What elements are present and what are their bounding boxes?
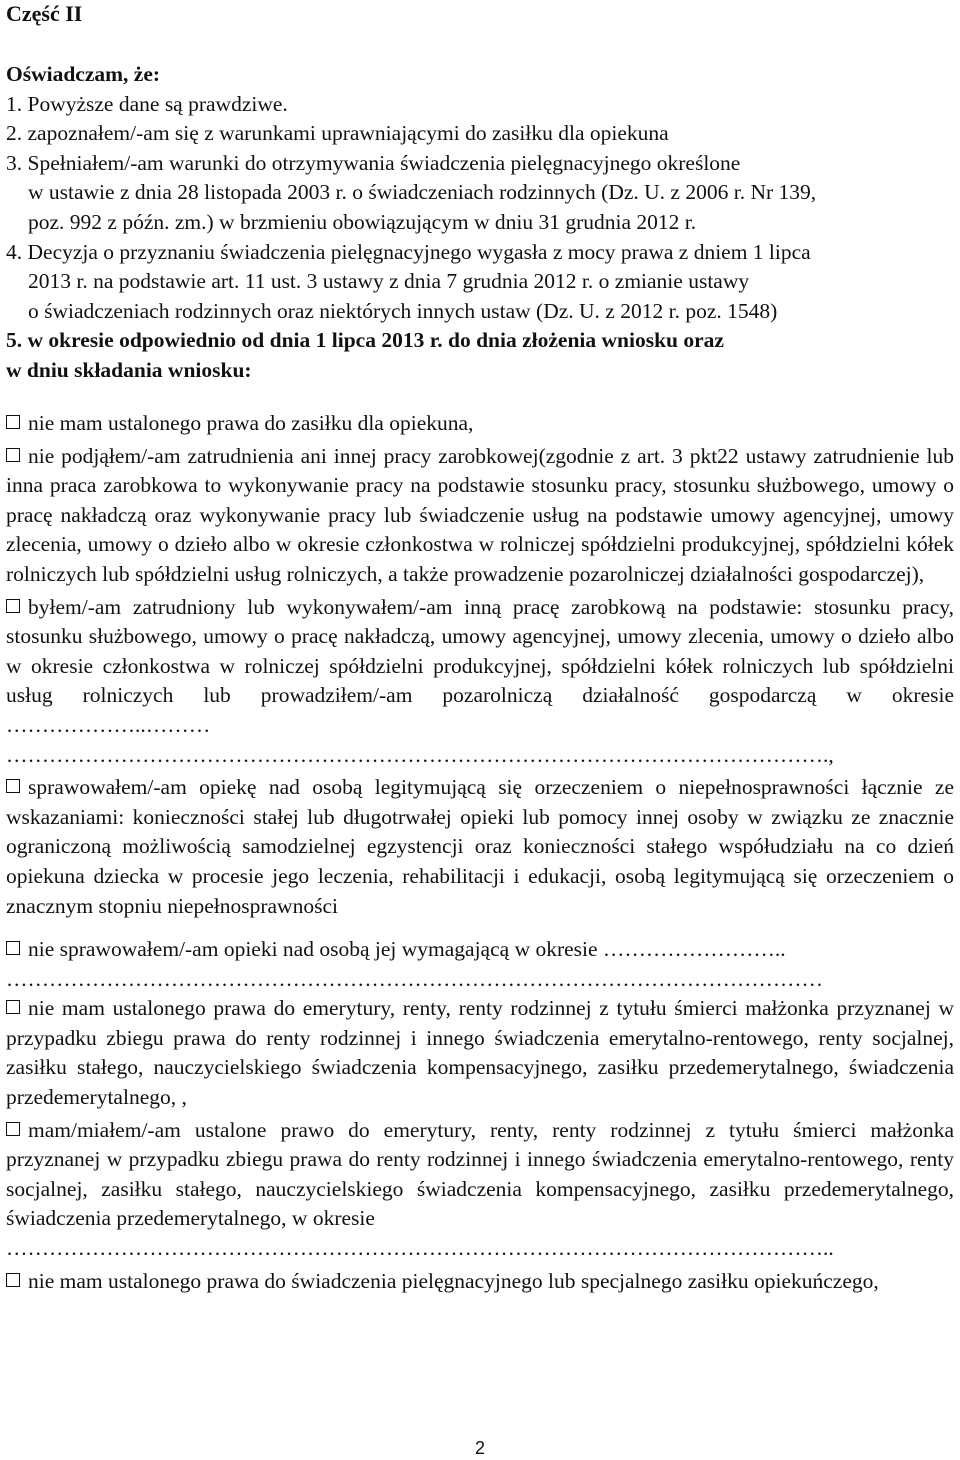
statement-4-line-1: 4. Decyzja o przyznaniu świadczenia pielęgnacyjnego wygasła z mocy prawa z dniem 1 lipca <box>6 239 811 264</box>
option-no-caregiver-allowance: nie mam ustalonego prawa do zasiłku dla opiekuna, <box>6 409 954 439</box>
option-had-pension-right: mam/miałem/-am ustalone prawo do emerytury, renty, renty rodzinnej z tytułu śmierci małżonka przyznanej w przypadku zbiegu prawa do renty rodzinnej i innego świadczenia emerytalno-rentowego, renty socjalnej, zasiłku stałego, nauczycielskiego świadczenia kompensacyjnego, zasiłku przedemerytalnego, świadczenia przedemerytalnego, w okresie <box>6 1117 954 1231</box>
option-no-employment: nie podjąłem/-am zatrudnienia ani innej pracy zarobkowej(zgodnie z art. 3 pkt22 ustawy zatrudnienie lub inna praca zarobkowa to wykonywanie pracy na podstawie stosunku pracy, stosunku służbowego, umowy o pracę nakładczą oraz wykonywanie pracy lub świadczenie usług na podstawie umowy agencyjnej, umowy zlecenia, umowy o dzieło albo w okresie członkostwa w rolniczej spółdzielni produkcyjnej, spółdzielni kółek rolniczych lub spółdzielni usług rolniczych, a także prowadzenie pozarolniczej działalności gospodarczej), <box>6 443 954 586</box>
page-number: 2 <box>474 1438 485 1458</box>
option-no-care-period-line: …………………………………………………………………………………………………… <box>6 966 823 991</box>
checkbox[interactable] <box>6 415 20 429</box>
statement-1: 1. Powyższe dane są prawdziwe. <box>6 91 288 116</box>
option-no-care-provided: nie sprawowałem/-am opieki nad osobą jej wymagającą w okresie …………………….. <box>6 935 954 965</box>
part-title: Część II <box>6 1 83 26</box>
statement-2: 2. zapoznałem/-am się z warunkami uprawniającymi do zasiłku dla opiekuna <box>6 121 669 146</box>
option-was-employed-period-line: ……………………………………………………………………………………………………., <box>6 742 834 767</box>
checkbox[interactable] <box>6 779 20 793</box>
option-provided-care: sprawowałem/-am opiekę nad osobą legitymującą się orzeczeniem o niepełnosprawności łącznie ze wskazaniami: konieczności stałej lub długotrwałej opieki lub pomocy innej osoby w związku ze znacznie ograniczoną możliwością samodzielnej egzystencji oraz konieczności stałego współudziału na co dzień opiekuna dziecka w procesie jego leczenia, rehabilitacji i edukacji, osobą legitymującą się orzeczeniem o znacznym stopniu niepełnosprawności <box>6 775 954 918</box>
declaration-options <box>6 409 954 1296</box>
declare-heading: Oświadczam, że: <box>6 62 161 86</box>
checkbox[interactable] <box>6 599 20 613</box>
statement-4-line-2: 2013 r. na podstawie art. 11 ust. 3 ustawy z dnia 7 grudnia 2012 r. o zmianie ustawy <box>28 269 750 294</box>
checkbox[interactable] <box>6 941 20 955</box>
checkbox[interactable] <box>6 1273 20 1287</box>
statement-3-line-3: poz. 992 z późn. zm.) w brzmieniu obowiązującym w dniu 31 grudnia 2012 r. <box>28 209 697 234</box>
statement-5-line-2: w dniu składania wniosku: <box>6 357 252 382</box>
statement-4-line-3: o świadczeniach rodzinnych oraz niektórych innych ustaw (Dz. U. z 2012 r. poz. 1548) <box>28 298 778 323</box>
statement-3-line-1: 3. Spełniałem/-am warunki do otrzymywania świadczenia pielęgnacyjnego określone <box>6 150 741 175</box>
checkbox[interactable] <box>6 1122 20 1136</box>
statement-3-line-2: w ustawie z dnia 28 listopada 2003 r. o świadczeniach rodzinnych (Dz. U. z 2006 r. Nr 139, <box>28 180 817 205</box>
declaration-intro <box>6 60 954 386</box>
option-no-pension-right: nie mam ustalonego prawa do emerytury, renty, renty rodzinnej z tytułu śmierci małżonka przyznanej w przypadku zbiegu prawa do renty rodzinnej i innego świadczenia emerytalno-rentowego, renty socjalnej, zasiłku stałego, nauczycielskiego świadczenia kompensacyjnego, zasiłku przedemerytalnego, świadczenia przedemerytalnego, , <box>6 996 954 1110</box>
option-was-employed: byłem/-am zatrudniony lub wykonywałem/-am inną pracę zarobkową na podstawie: stosunku pracy, stosunku służbowego, umowy o pracę nakładczą, umowy agencyjnej, umowy zlecenia, umowy o dzieło albo w okresie członkostwa w rolniczej spółdzielni produkcyjnej, spółdzielni kółek rolniczych lub spółdzielni usług rolniczych lub prowadziłem/-am pozarolniczą działalność gospodarczą w okresie ………………..……… <box>6 594 954 737</box>
checkbox[interactable] <box>6 1000 20 1014</box>
checkbox[interactable] <box>6 448 20 462</box>
statement-5-line-1: 5. w okresie odpowiednio od dnia 1 lipca 2013 r. do dnia złożenia wniosku oraz <box>6 328 724 353</box>
option-no-nursing-benefit: nie mam ustalonego prawa do świadczenia pielęgnacyjnego lub specjalnego zasiłku opiekuńczego, <box>6 1267 954 1297</box>
option-pension-period-line: …………………………………………………………………………………………………….. <box>6 1236 834 1261</box>
